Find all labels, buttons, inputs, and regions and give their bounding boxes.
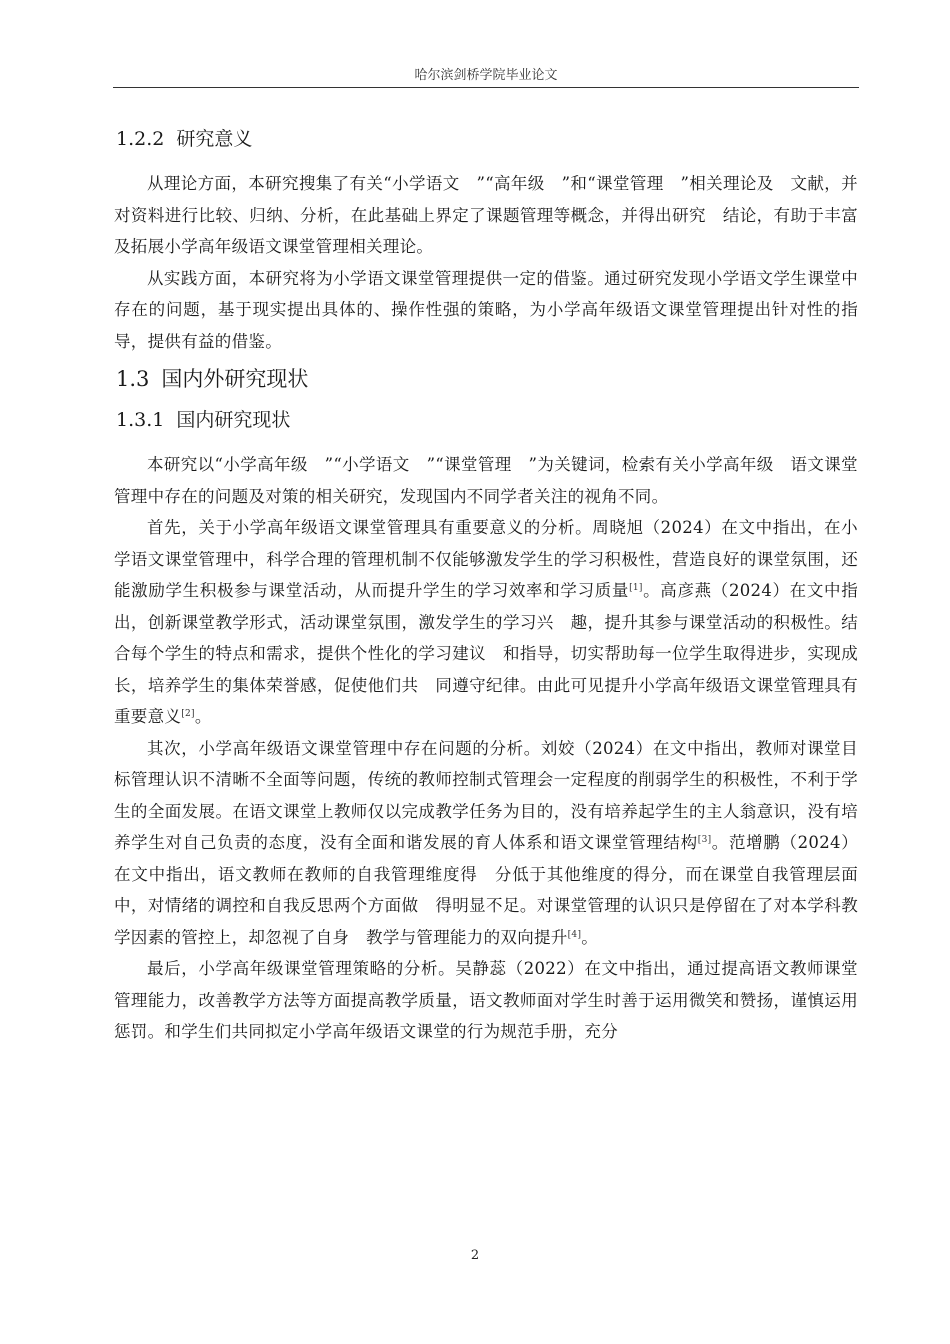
page-body: [114, 118, 858, 1048]
citation-3: [3]: [697, 835, 712, 845]
heading-1-3: [116, 363, 858, 395]
heading-number: 1.2.2: [116, 128, 165, 150]
paragraph-theory: 从理论方面，本研究搜集了有关“小学语文 ”“高年级 ”和“课堂管理 ”相关理论及 文献，并对资料进行比较、归纳、分析，在此基础上界定了课题管理等概念，并得出研究 结论，有助于丰富及拓展小学高年级语文课堂管理相关理论。: [114, 174, 858, 256]
paragraph-strategies: 最后，小学高年级课堂管理策略的分析。吴静蕊（2022）在文中指出，通过提高语文教师课堂管理能力，改善教学方法等方面提高教学质量，语文教师面对学生时善于运用微笑和赞扬，谨慎运用惩罚。和学生们共同拟定小学高年级语文课堂的行为规范手册，充分: [114, 959, 858, 1041]
heading-1-2-2: [116, 124, 858, 154]
text-run: 。高彦燕（2024）在文中指出，创新课堂教学形式，活动课堂氛围，激发学生的学习兴 趣，提升其参与课堂活动的积极性。结合每个学生的特点和需求，提供个性化的学习建议 和指导，切实帮助每一位学生取得进步，实现成长，培养学生的集体荣誉感，促使他们共 同遵守纪律。由此可见提升小学高年级语文课堂管理具有重要意义: [114, 581, 858, 726]
heading-title: 研究意义: [176, 128, 253, 150]
text-run: 。: [194, 707, 212, 726]
paragraph-practice: 从实践方面，本研究将为小学语文课堂管理提供一定的借鉴。通过研究发现小学语文学生课堂中存在的问题，基于现实提出具体的、操作性强的策略，为小学高年级语文课堂管理提出针对性的指导，提供有益的借鉴。: [114, 268, 858, 351]
running-header: 哈尔滨剑桥学院毕业论文: [414, 68, 558, 83]
paragraph-keywords: 本研究以“小学高年级 ”“小学语文 ”“课堂管理 ”为关键词，检索有关小学高年级 语文课堂管理中存在的问题及对策的相关研究，发现国内不同学者关注的视角不同。: [114, 455, 858, 506]
page-number: 2: [470, 1248, 480, 1263]
heading-title: 国内外研究现状: [161, 367, 309, 391]
text-run: 。: [581, 927, 599, 947]
text-run: 首先，关于小学高年级语文课堂管理具有重要意义的分析。周晓旭（2024）在文中指出，在小学语文课堂管理中，科学合理的管理机制不仅能够激发学生的学习积极性，营造良好的课堂氛围，还能激励学生积极参与课堂活动，从而提升学生的学习效率和学习质量: [114, 518, 858, 600]
text-run: 其次，小学高年级语文课堂管理中存在问题的分析。刘姣（2024）在文中指出，教师对课堂目标管理认识不清晰不全面等问题，传统的教师控制式管理会一定程度的削弱学生的积极性，不利于学生的全面发展。在语文课堂上教师仅以完成教学任务为目的，没有培养起学生的主人翁意识，没有培养学生对自己负责的态度，没有全面和谐发展的育人体系和语文课堂管理结构: [114, 738, 858, 852]
heading-title: 国内研究现状: [176, 409, 291, 431]
paragraph-problems: [114, 733, 858, 954]
heading-1-3-1: [116, 405, 858, 435]
heading-number: 1.3.1: [116, 409, 165, 431]
citation-4: [4]: [567, 929, 582, 940]
heading-number: 1.3: [116, 367, 150, 391]
header-divider: [113, 87, 859, 88]
citation-2: [2]: [181, 709, 195, 719]
text-run: 。范增鹏（2024）在文中指出，语文教师在教师的自我管理维度得 分低于其他维度的得分，而在课堂自我管理层面中，对情绪的调控和自我反思两个方面做 得明显不足。对课堂管理的认识只是停留在了对本学科教学因素的管控上，却忽视了自身 教学与管理能力的双向提升: [114, 833, 858, 947]
citation-1: [1]: [629, 583, 643, 593]
paragraph-significance: [114, 512, 858, 733]
